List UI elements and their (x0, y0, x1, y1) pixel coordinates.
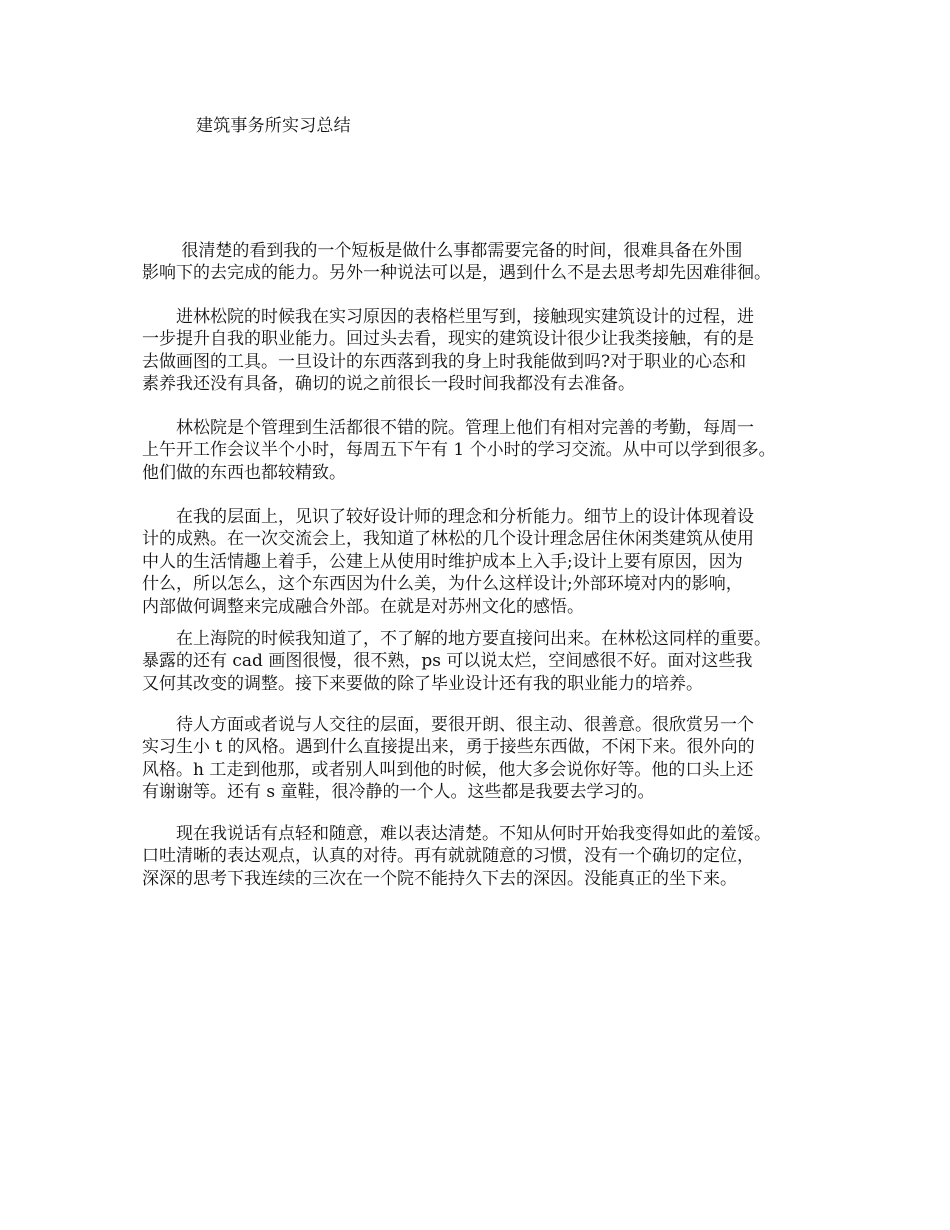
paragraph-line: 在上海院的时候我知道了，不了解的地方要直接问出来。在林松这同样的重要。 (142, 629, 771, 649)
paragraph-line: 有谢谢等。还有 s 童鞋，很冷静的一个人。这些都是我要去学习的。 (142, 782, 655, 803)
paragraph-4 (142, 506, 832, 618)
paragraph-line: 上午开工作会议半个小时，每周五下午有 1 个小时的学习交流。从中可以学到很多。 (142, 440, 776, 461)
paragraph-line: 口吐清晰的表达观点，认真的对待。再有就就随意的习惯，没有一个确切的定位， (142, 846, 754, 867)
paragraph-6 (142, 714, 832, 804)
paragraph-5 (142, 628, 832, 695)
paragraph-line: 中人的生活情趣上着手，公建上从使用时维护成本上入手;设计上要有原因，因为 (142, 551, 743, 572)
paragraph-line: 素养我还没有具备，确切的说之前很长一段时间我都没有去准备。 (142, 374, 635, 395)
document-title: 建筑事务所实习总结 (196, 116, 351, 136)
paragraph-line: 风格。h 工走到他那，或者别人叫到他的时候，他大多会说你好等。他的口头上还 (142, 759, 754, 780)
paragraph-line: 什么，所以怎么，这个东西因为什么美，为什么这样设计;外部环境对内的影响， (142, 574, 743, 595)
paragraph-line: 现在我说话有点轻和随意，难以表达清楚。不知从何时开始我变得如此的羞馁。 (142, 824, 771, 844)
paragraph-line: 一步提升自我的职业能力。回过头去看，现实的建筑设计很少让我类接触，有的是 (142, 329, 754, 350)
paragraph-line: 在我的层面上，见识了较好设计师的理念和分析能力。细节上的设计体现着设 (142, 507, 754, 527)
paragraph-line: 去做画图的工具。一旦设计的东西落到我的身上时我能做到吗?对于职业的心态和 (142, 351, 747, 372)
paragraph-line: 深深的思考下我连续的三次在一个院不能持久下去的深因。没能真正的坐下来。 (142, 868, 737, 889)
paragraph-3 (142, 417, 832, 484)
paragraph-line: 很清楚的看到我的一个短板是做什么事都需要完备的时间，很难具备在外围 (142, 241, 743, 261)
paragraph-line: 他们做的东西也都较精致。 (142, 462, 346, 483)
paragraph-1 (142, 240, 832, 285)
paragraph-line: 计的成熟。在一次交流会上，我知道了林松的几个设计理念居住休闲类建筑从使用 (142, 529, 754, 550)
paragraph-line: 实习生小 t 的风格。遇到什么直接提出来，勇于接些东西做，不闲下来。很外向的 (142, 737, 755, 758)
paragraph-2 (142, 306, 832, 396)
paragraph-line: 林松院是个管理到生活都很不错的院。管理上他们有相对完善的考勤，每周一 (142, 418, 754, 438)
paragraph-line: 待人方面或者说与人交往的层面，要很开朗、很主动、很善意。很欣赏另一个 (142, 715, 754, 735)
paragraph-line: 影响下的去完成的能力。另外一种说法可以是，遇到什么不是去思考却先因难徘徊。 (142, 263, 771, 284)
paragraph-7 (142, 823, 832, 890)
paragraph-line: 暴露的还有 cad 画图很慢，很不熟，ps 可以说太烂，空间感很不好。面对这些我 (142, 651, 753, 672)
paragraph-line: 又何其改变的调整。接下来要做的除了毕业设计还有我的职业能力的培养。 (142, 673, 703, 694)
paragraph-line: 进林松院的时候我在实习原因的表格栏里写到，接触现实建筑设计的过程，进 (142, 307, 754, 327)
paragraph-line: 内部做何调整来完成融合外部。在就是对苏州文化的感悟。 (142, 596, 584, 617)
